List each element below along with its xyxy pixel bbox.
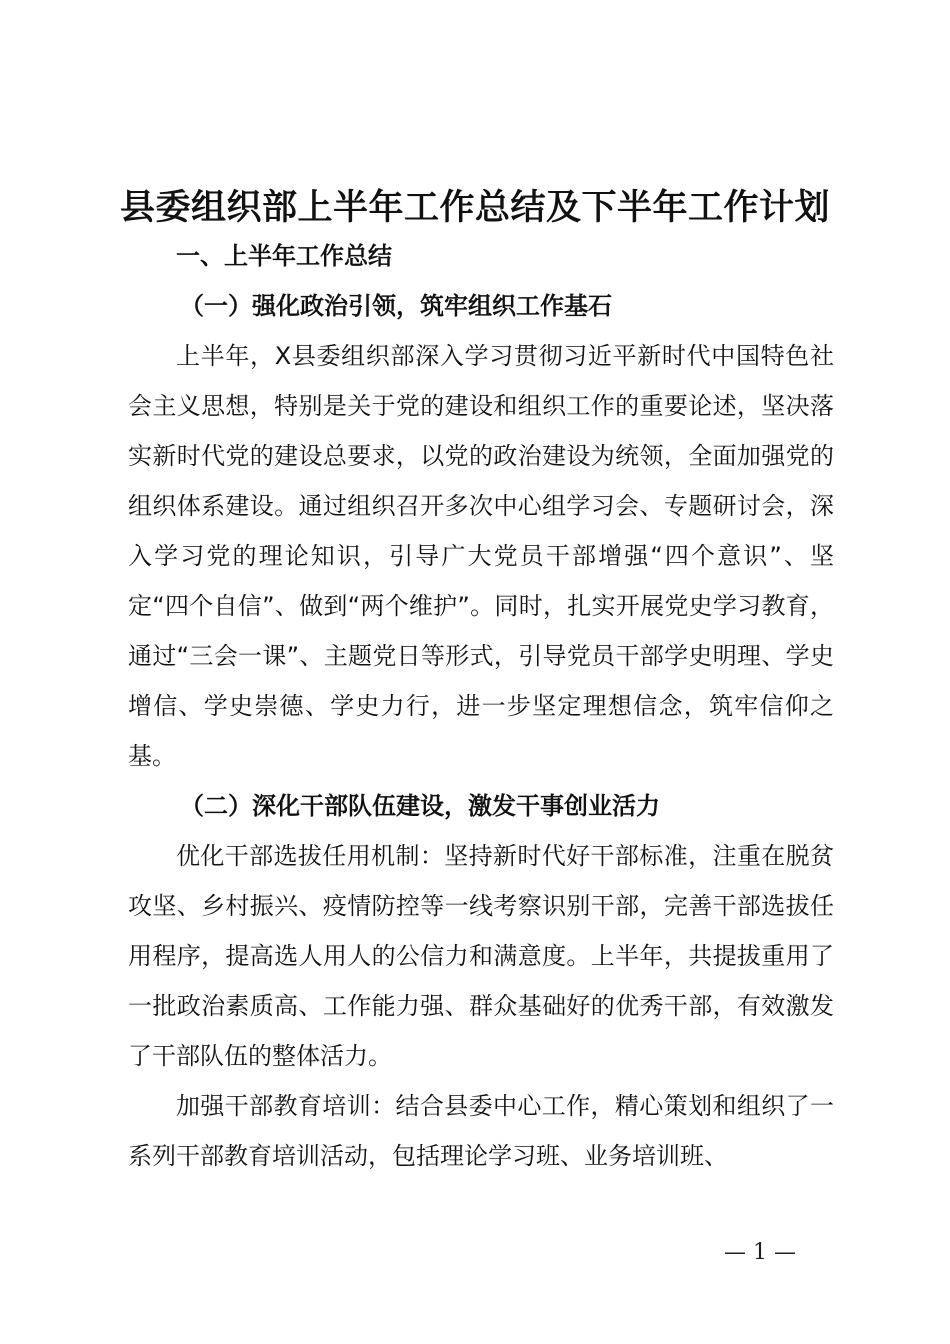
subsection-heading-cadre-team: （二）深化干部队伍建设，激发干事创业活力: [180, 792, 660, 820]
paragraph-cadre-training: 加强干部教育培训：结合县委中心工作，精心策划和组织了一系列干部教育培训活动，包括理论学习班、业务培训班、: [128, 1092, 834, 1170]
paragraph-political-guidance: 上半年，X县委组织部深入学习贯彻习近平新时代中国特色社会主义思想，特别是关于党的建设和组织工作的重要论述，坚决落实新时代党的建设总要求，以党的政治建设为统领，全面加强党的组织体系建设。通过组织召开多次中心组学习会、专题研讨会，深入学习党的理论知识，引导广大党员干部增强“四个意识”、坚定“四个自信”、做到“两个维护”。同时，扎实开展党史学习教育，通过“三会一课”、主题党日等形式，引导党员干部学史明理、学史增信、学史崇德、学史力行，进一步坚定理想信念，筑牢信仰之基。: [128, 342, 834, 770]
document-title: 县委组织部上半年工作总结及下半年工作计划: [119, 188, 830, 228]
subsection-heading-political-guidance: （一）强化政治引领，筑牢组织工作基石: [180, 292, 612, 320]
document-body: [128, 231, 834, 1181]
section-heading-first-half-summary: 一、上半年工作总结: [176, 242, 392, 270]
page-number: — 1 —: [724, 1240, 796, 1265]
paragraph-cadre-selection: 优化干部选拔任用机制：坚持新时代好干部标准，注重在脱贫攻坚、乡村振兴、疫情防控等一线考察识别干部，完善干部选拔任用程序，提高选人用人的公信力和满意度。上半年，共提拔重用了一批政治素质高、工作能力强、群众基础好的优秀干部，有效激发了干部队伍的整体活力。: [128, 842, 834, 1070]
